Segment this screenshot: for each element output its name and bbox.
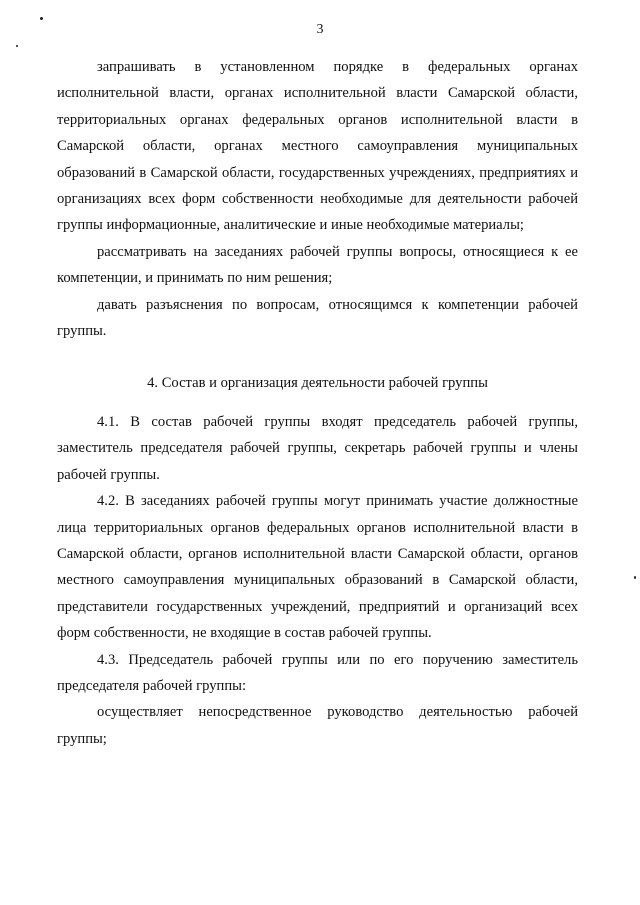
paragraph-4-2 [57,488,578,646]
text-line: образований в Самарской области, государственных учреждениях, [57,164,475,181]
spacer [57,344,578,370]
text-line: исполнительной власти в Самарской области, органов исполнительной власти [57,519,579,562]
text-line: образований в Самарской области, представители государственных [57,572,578,615]
section-heading: 4. Состав и организация деятельности рабочей группы [147,375,488,392]
text-line: исполнительной власти, органах исполнительной власти Самарской области, [57,85,578,102]
text-line: запрашивать в установленном порядке в федеральных органах [97,59,578,75]
text-line: 4.3. Председатель рабочей группы или по его поручению заместитель [97,651,578,668]
text-line: рассматривать на заседаниях рабочей группы вопросы, относящиеся [97,243,545,260]
text-line: не входящие в состав рабочей группы. [192,625,432,642]
body-text [57,54,578,752]
text-line: Самарской области, органов местного самоуправления муниципальных [57,545,578,589]
text-line: предприятиях и организациях всех форм собственности необходимые [57,164,578,208]
text-line: заместитель председателя рабочей группы, секретарь рабочей группы и члены [57,440,578,457]
text-line: рабочей группы. [57,466,160,483]
paragraph-request-materials [57,54,578,239]
text-line: в Самарской области, органах местного самоуправления муниципальных [57,111,578,155]
text-line: группы; [57,730,107,747]
scan-speck [634,576,636,579]
text-line: к ее компетенции, и принимать по ним решения; [57,243,579,287]
paragraph-4-3 [57,647,578,700]
text-line: учреждений, предприятий и организаций всех форм собственности, [57,598,578,642]
text-line: 4.2. В заседаниях рабочей группы могут принимать участие [97,493,488,510]
paragraph-4-1 [57,409,578,488]
scan-speck [16,45,18,47]
text-line: давать разъяснения по вопросам, относящимся к компетенции рабочей [97,296,578,313]
spacer [57,397,578,409]
paragraph-consider-questions [57,239,578,292]
paragraph-direct-management [57,699,578,752]
paragraph-give-clarifications [57,292,578,345]
text-line: осуществляет непосредственное руководство деятельностью рабочей [97,704,578,721]
text-line: должностные лица территориальных органов федеральных органов [57,493,578,536]
text-line: 4.1. В состав рабочей группы входят председатель рабочей группы, [97,413,578,430]
text-line: группы. [57,323,107,340]
text-line: необходимые материалы; [366,217,524,234]
page-number: 3 [316,22,324,37]
text-line: председателя рабочей группы: [57,677,247,694]
text-line: для деятельности рабочей группы информационные, аналитические и иные [57,191,579,234]
text-line: территориальных органах федеральных органов исполнительной власти [57,111,558,128]
scan-speck [40,17,43,20]
